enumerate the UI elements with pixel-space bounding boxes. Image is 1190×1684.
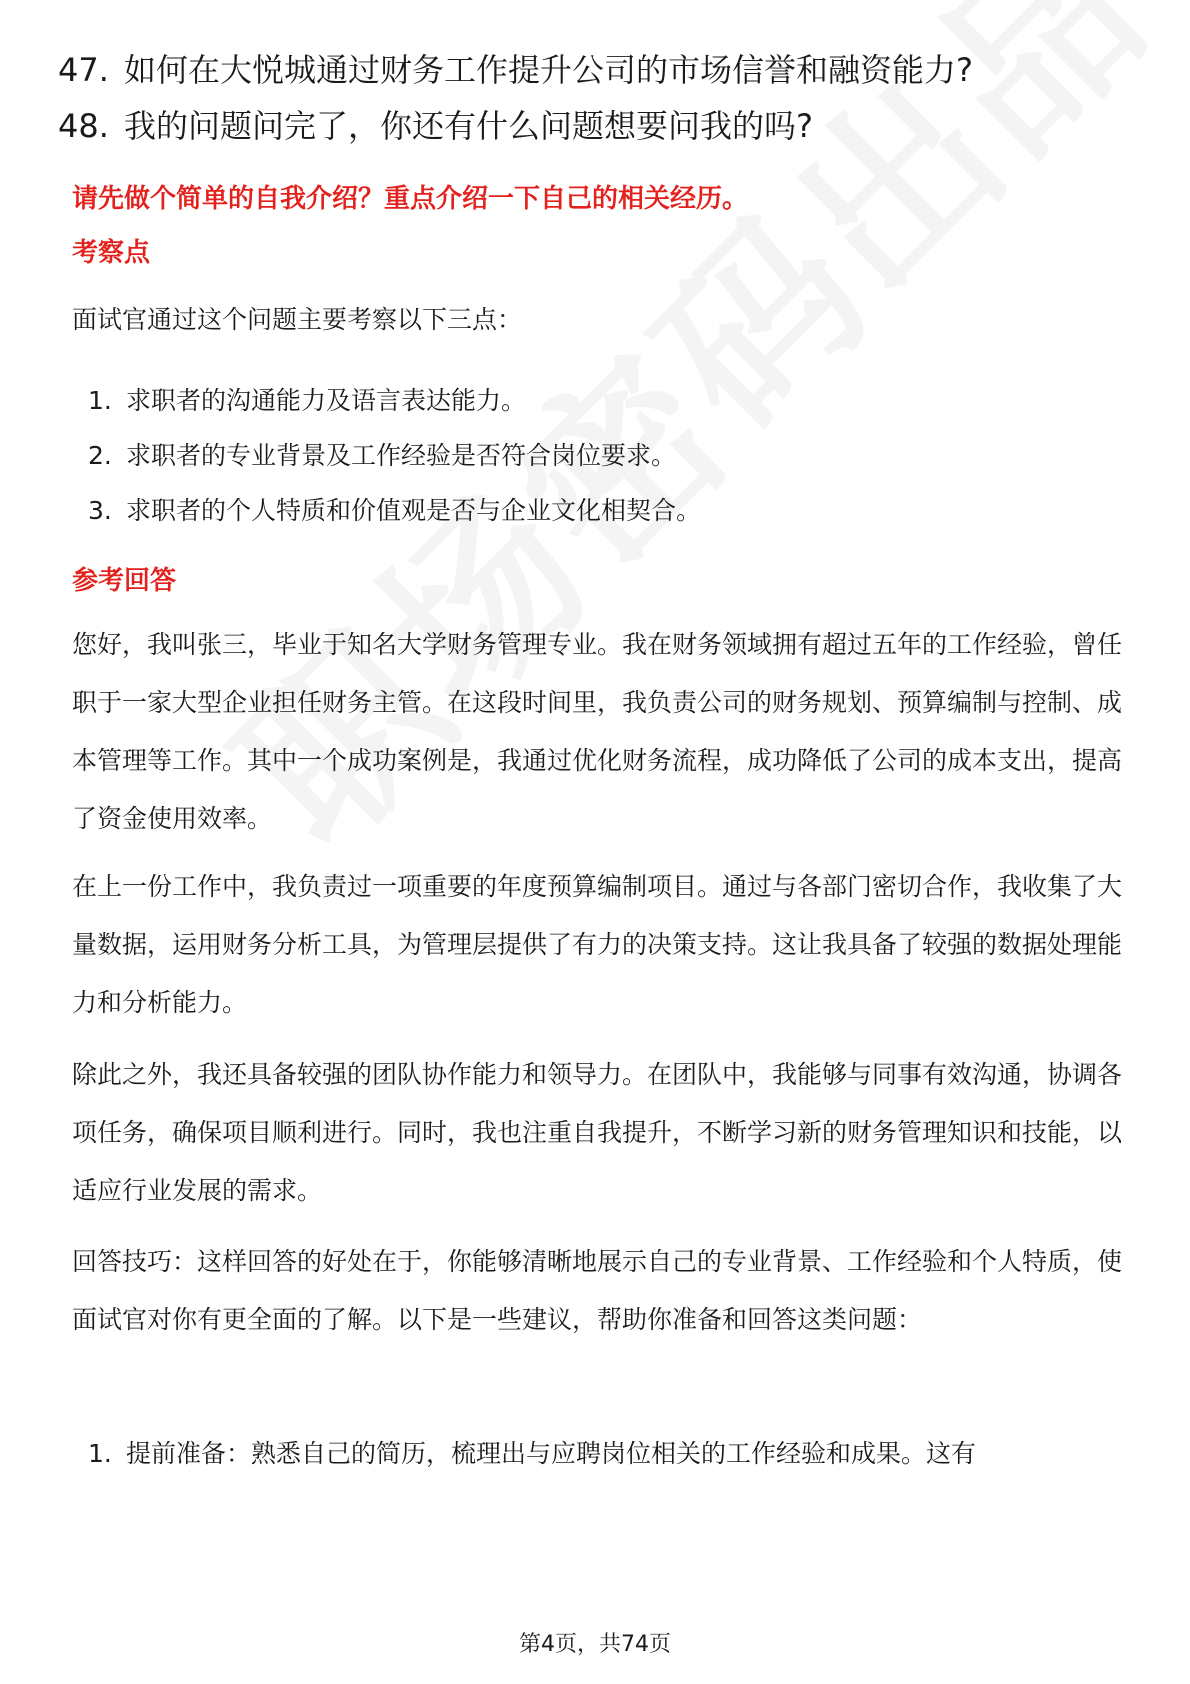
page-footer: 第4页，共74页 xyxy=(519,1632,671,1657)
answer-paragraph: 在上一份工作中，我负责过一项重要的年度预算编制项目。通过与各部门密切合作，我收集了大量数据，运用财务分析工具，为管理层提供了有力的决策支持。这让我具备了较强的数据处理能力和分析能力。 xyxy=(72,872,1123,1017)
exam-intro: 面试官通过这个问题主要考察以下三点： xyxy=(72,305,523,334)
tip-item xyxy=(88,1434,976,1470)
list-text: 求职者的沟通能力及语言表达能力。 xyxy=(126,386,527,415)
list-number: 1. xyxy=(88,386,112,415)
question-number: 47. xyxy=(58,51,109,89)
answer-heading: 参考回答 xyxy=(72,566,177,596)
answer-paragraph: 除此之外，我还具备较强的团队协作能力和领导力。在团队中，我能够与同事有效沟通，协调各项任务，确保项目顺利进行。同时，我也注重自我提升，不断学习新的财务管理知识和技能，以适应行业发展的需求。 xyxy=(72,1060,1123,1205)
list-number: 1. xyxy=(88,1439,112,1468)
exam-point xyxy=(88,491,701,527)
exam-point xyxy=(88,381,526,417)
list-text: 求职者的个人特质和价值观是否与企业文化相契合。 xyxy=(126,496,702,525)
answer-tips-paragraph: 回答技巧：这样回答的好处在于，你能够清晰地展示自己的专业背景、工作经验和个人特质，使面试官对你有更全面的了解。以下是一些建议，帮助你准备和回答这类问题： xyxy=(72,1247,1123,1334)
section-title: 请先做个简单的自我介绍？重点介绍一下自己的相关经历。 xyxy=(72,184,749,214)
list-text: 提前准备：熟悉自己的简历，梳理出与应聘岗位相关的工作经验和成果。这有 xyxy=(126,1439,977,1468)
question-48 xyxy=(58,106,813,146)
question-text: 如何在大悦城通过财务工作提升公司的市场信誉和融资能力? xyxy=(124,51,973,89)
exam-heading: 考察点 xyxy=(72,238,151,268)
question-47 xyxy=(58,50,973,90)
list-text: 求职者的专业背景及工作经验是否符合岗位要求。 xyxy=(126,441,677,470)
list-number: 3. xyxy=(88,496,112,525)
question-number: 48. xyxy=(58,107,109,145)
answer-paragraph: 您好，我叫张三，毕业于知名大学财务管理专业。我在财务领域拥有超过五年的工作经验，曾任职于一家大型企业担任财务主管。在这段时间里，我负责公司的财务规划、预算编制与控制、成本管理等工作。其中一个成功案例是，我通过优化财务流程，成功降低了公司的成本支出，提高了资金使用效率。 xyxy=(72,630,1123,833)
exam-point xyxy=(88,436,676,472)
list-number: 2. xyxy=(88,441,112,470)
question-text: 我的问题问完了，你还有什么问题想要问我的吗? xyxy=(124,107,813,145)
